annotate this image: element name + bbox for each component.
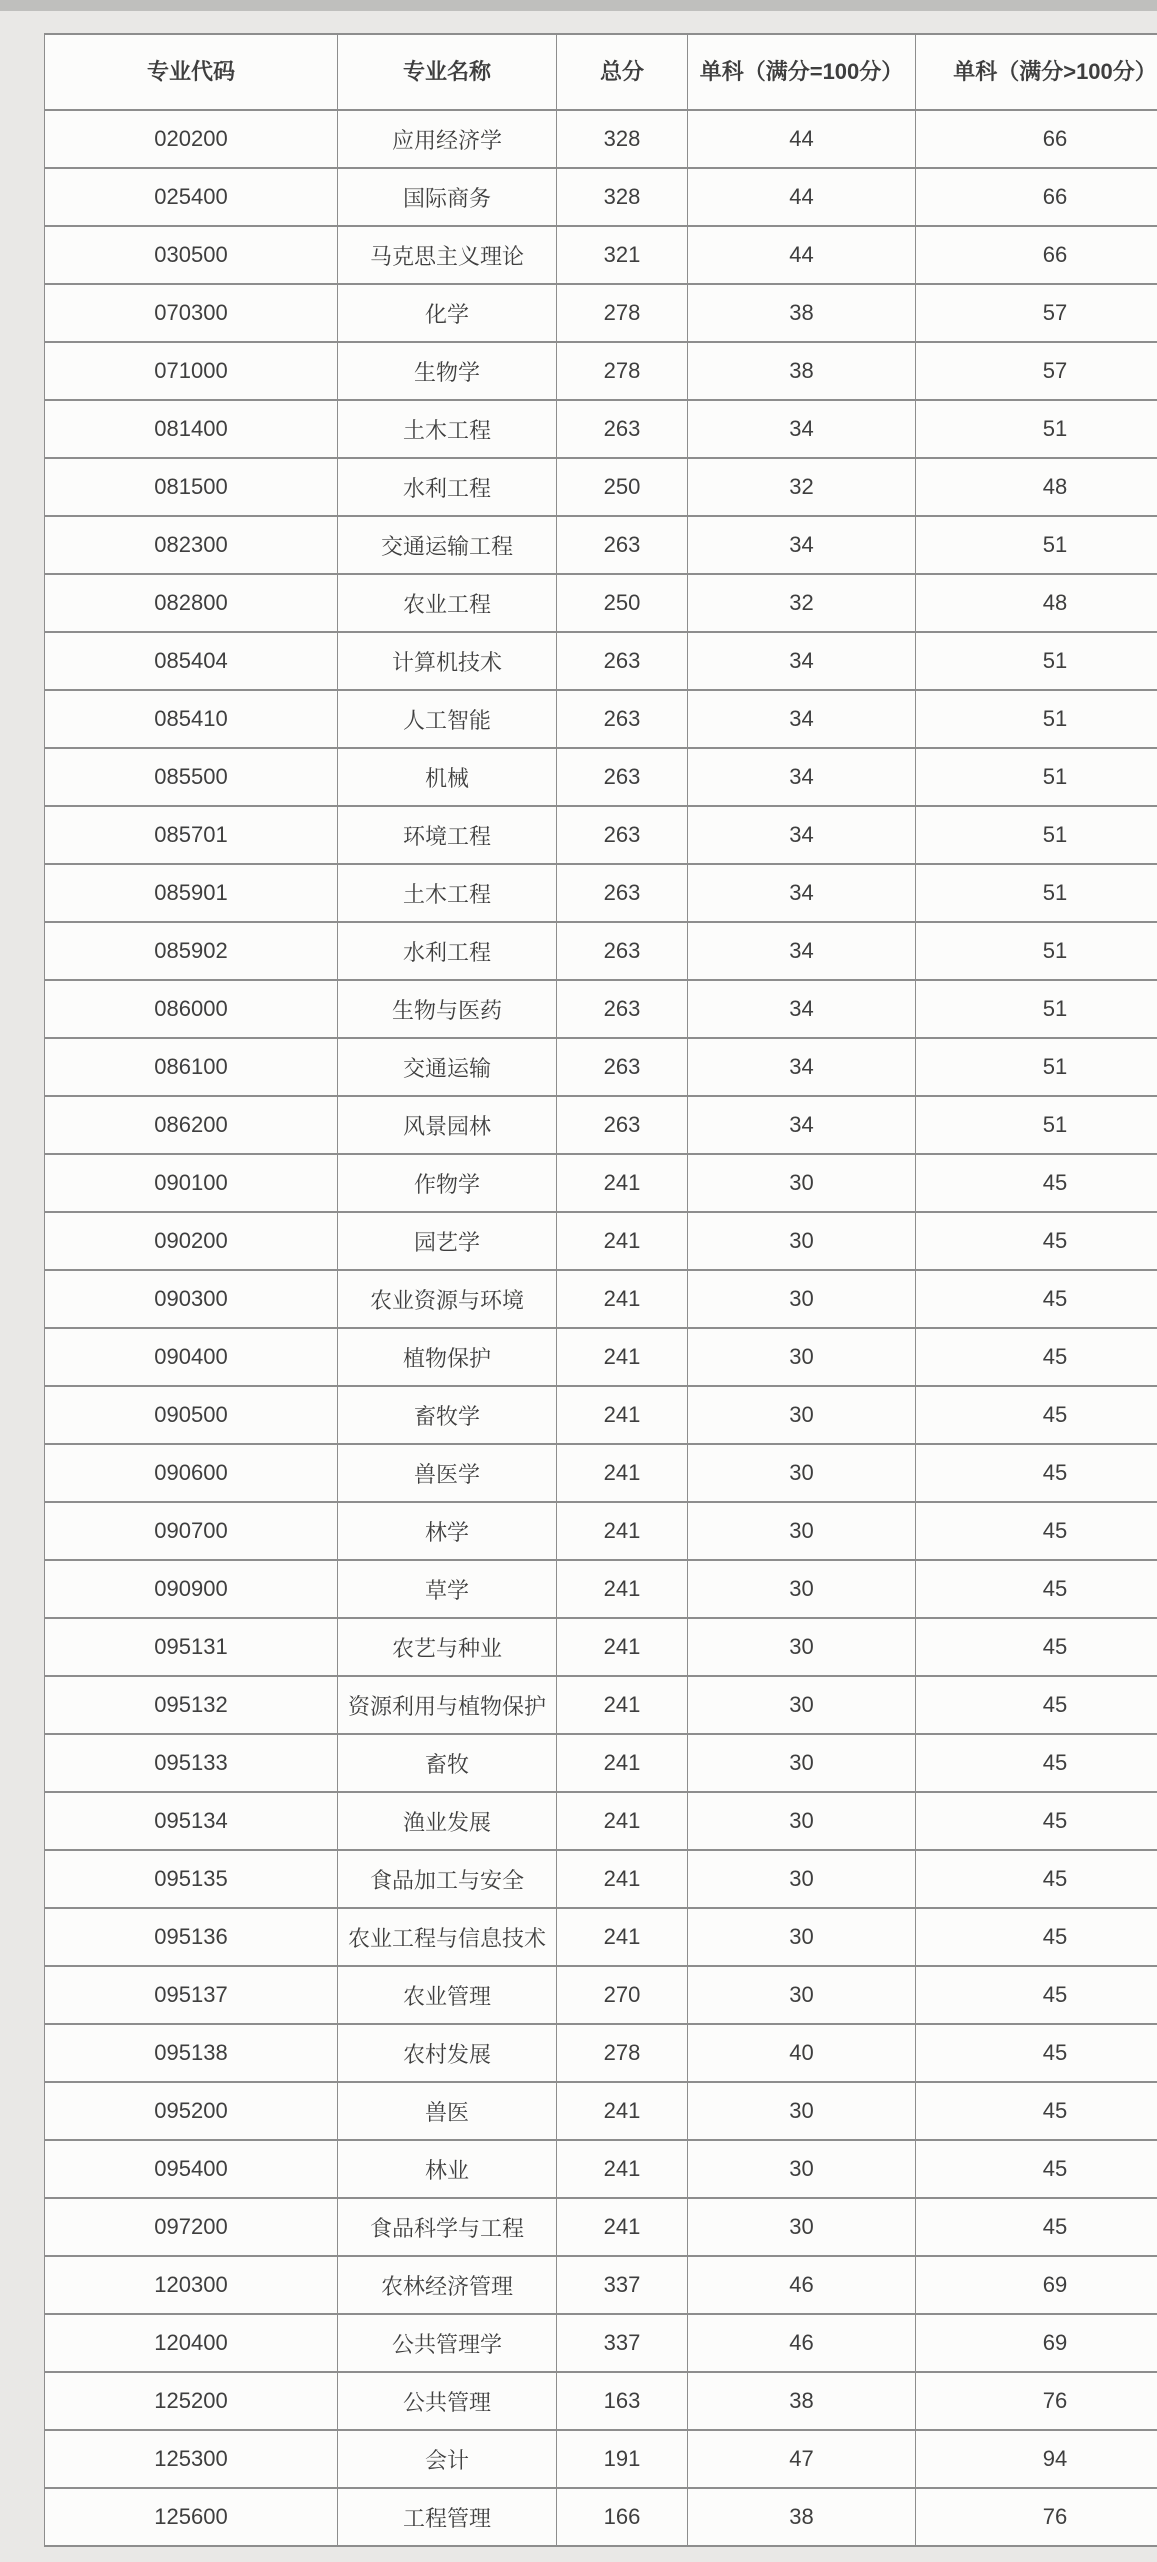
table-cell-subOver100: 45: [916, 1850, 1157, 1908]
table-cell-name: 马克思主义理论: [338, 226, 557, 284]
table-row: [45, 748, 1157, 806]
table-cell-sub100: 44: [688, 168, 916, 226]
table-cell-subOver100: 45: [916, 2082, 1157, 2140]
table-cell-subOver100: 45: [916, 1444, 1157, 1502]
table-cell-sub100: 34: [688, 516, 916, 574]
table-cell-code: 086100: [45, 1038, 338, 1096]
table-cell-subOver100: 57: [916, 284, 1157, 342]
table-row: [45, 2488, 1157, 2546]
table-cell-name: 林学: [338, 1502, 557, 1560]
table-row: [45, 2430, 1157, 2488]
table-cell-code: 090100: [45, 1154, 338, 1212]
table-cell-total: 278: [557, 342, 688, 400]
table-cell-sub100: 30: [688, 1676, 916, 1734]
table-cell-sub100: 47: [688, 2430, 916, 2488]
table-row: [45, 2082, 1157, 2140]
table-cell-code: 082800: [45, 574, 338, 632]
table-cell-code: 070300: [45, 284, 338, 342]
table-cell-code: 125600: [45, 2488, 338, 2546]
table-cell-total: 241: [557, 1270, 688, 1328]
table-cell-subOver100: 45: [916, 1270, 1157, 1328]
table-cell-total: 263: [557, 748, 688, 806]
table-cell-total: 263: [557, 1096, 688, 1154]
table-row: [45, 864, 1157, 922]
table-row: [45, 2372, 1157, 2430]
table-cell-code: 125300: [45, 2430, 338, 2488]
table-cell-name: 土木工程: [338, 400, 557, 458]
table-cell-sub100: 30: [688, 1850, 916, 1908]
table-row: [45, 1618, 1157, 1676]
table-cell-total: 321: [557, 226, 688, 284]
table-row: [45, 1270, 1157, 1328]
table-cell-code: 097200: [45, 2198, 338, 2256]
table-cell-total: 241: [557, 1850, 688, 1908]
table-cell-code: 082300: [45, 516, 338, 574]
table-cell-sub100: 40: [688, 2024, 916, 2082]
table-cell-total: 166: [557, 2488, 688, 2546]
table-cell-sub100: 30: [688, 1270, 916, 1328]
table-cell-code: 090900: [45, 1560, 338, 1618]
table-cell-total: 328: [557, 110, 688, 168]
table-cell-subOver100: 69: [916, 2256, 1157, 2314]
table-cell-total: 250: [557, 458, 688, 516]
table-cell-subOver100: 51: [916, 1038, 1157, 1096]
table-cell-name: 水利工程: [338, 922, 557, 980]
table-cell-sub100: 30: [688, 1560, 916, 1618]
table-cell-subOver100: 45: [916, 1966, 1157, 2024]
table-cell-total: 191: [557, 2430, 688, 2488]
table-cell-sub100: 32: [688, 574, 916, 632]
table-cell-code: 120300: [45, 2256, 338, 2314]
table-cell-total: 263: [557, 1038, 688, 1096]
table-cell-name: 农业工程: [338, 574, 557, 632]
table-cell-sub100: 38: [688, 342, 916, 400]
table-row: [45, 574, 1157, 632]
table-cell-sub100: 30: [688, 1908, 916, 1966]
table-row: [45, 284, 1157, 342]
table-cell-name: 交通运输工程: [338, 516, 557, 574]
table-cell-name: 植物保护: [338, 1328, 557, 1386]
table-cell-name: 农村发展: [338, 2024, 557, 2082]
table-cell-code: 025400: [45, 168, 338, 226]
table-cell-code: 090300: [45, 1270, 338, 1328]
table-cell-total: 263: [557, 922, 688, 980]
table-cell-code: 085902: [45, 922, 338, 980]
table-cell-name: 人工智能: [338, 690, 557, 748]
table-cell-sub100: 30: [688, 1154, 916, 1212]
table-cell-name: 农业管理: [338, 1966, 557, 2024]
table-cell-sub100: 30: [688, 1444, 916, 1502]
table-cell-total: 278: [557, 284, 688, 342]
column-header-sub100: 单科（满分=100分）: [688, 34, 916, 110]
table-cell-subOver100: 45: [916, 1734, 1157, 1792]
table-cell-subOver100: 51: [916, 980, 1157, 1038]
table-cell-name: 兽医学: [338, 1444, 557, 1502]
table-cell-total: 328: [557, 168, 688, 226]
table-row: [45, 922, 1157, 980]
table-cell-code: 090700: [45, 1502, 338, 1560]
table-cell-subOver100: 45: [916, 2198, 1157, 2256]
table-cell-total: 241: [557, 1792, 688, 1850]
table-cell-code: 085410: [45, 690, 338, 748]
table-cell-subOver100: 45: [916, 1502, 1157, 1560]
table-cell-name: 农业工程与信息技术: [338, 1908, 557, 1966]
table-cell-code: 090200: [45, 1212, 338, 1270]
table-cell-code: 020200: [45, 110, 338, 168]
table-row: [45, 400, 1157, 458]
table-cell-sub100: 44: [688, 226, 916, 284]
table-row: [45, 632, 1157, 690]
table-cell-total: 263: [557, 632, 688, 690]
table-cell-subOver100: 66: [916, 110, 1157, 168]
table-cell-total: 241: [557, 2198, 688, 2256]
table-cell-name: 水利工程: [338, 458, 557, 516]
table-cell-total: 337: [557, 2314, 688, 2372]
table-header-row: [45, 34, 1157, 110]
table-cell-subOver100: 76: [916, 2488, 1157, 2546]
table-row: [45, 1734, 1157, 1792]
table-cell-code: 095200: [45, 2082, 338, 2140]
table-row: [45, 1386, 1157, 1444]
table-cell-name: 工程管理: [338, 2488, 557, 2546]
table-cell-name: 会计: [338, 2430, 557, 2488]
table-row: [45, 2140, 1157, 2198]
table-cell-name: 作物学: [338, 1154, 557, 1212]
table-cell-total: 241: [557, 1328, 688, 1386]
table-cell-code: 086200: [45, 1096, 338, 1154]
table-cell-total: 337: [557, 2256, 688, 2314]
table-cell-code: 081500: [45, 458, 338, 516]
table-cell-code: 085701: [45, 806, 338, 864]
table-cell-code: 090500: [45, 1386, 338, 1444]
table-cell-subOver100: 45: [916, 1328, 1157, 1386]
table-cell-name: 环境工程: [338, 806, 557, 864]
table-cell-name: 公共管理学: [338, 2314, 557, 2372]
table-row: [45, 980, 1157, 1038]
table-cell-subOver100: 69: [916, 2314, 1157, 2372]
table-row: [45, 1908, 1157, 1966]
table-cell-name: 畜牧学: [338, 1386, 557, 1444]
table-cell-subOver100: 45: [916, 1908, 1157, 1966]
table-cell-sub100: 30: [688, 1618, 916, 1676]
column-header-subOver100: 单科（满分>100分）: [916, 34, 1157, 110]
table-cell-subOver100: 48: [916, 458, 1157, 516]
table-row: [45, 1212, 1157, 1270]
table-cell-total: 263: [557, 516, 688, 574]
table-cell-name: 国际商务: [338, 168, 557, 226]
table-cell-subOver100: 45: [916, 1212, 1157, 1270]
table-cell-name: 林业: [338, 2140, 557, 2198]
table-cell-subOver100: 51: [916, 748, 1157, 806]
table-cell-name: 交通运输: [338, 1038, 557, 1096]
table-row: [45, 168, 1157, 226]
table-cell-name: 公共管理: [338, 2372, 557, 2430]
table-cell-name: 计算机技术: [338, 632, 557, 690]
table-cell-name: 食品科学与工程: [338, 2198, 557, 2256]
table-row: [45, 806, 1157, 864]
table-row: [45, 1328, 1157, 1386]
table-row: [45, 1560, 1157, 1618]
table-cell-subOver100: 66: [916, 226, 1157, 284]
table-cell-total: 163: [557, 2372, 688, 2430]
table-cell-name: 风景园林: [338, 1096, 557, 1154]
table-cell-name: 渔业发展: [338, 1792, 557, 1850]
table-cell-total: 263: [557, 864, 688, 922]
table-cell-sub100: 30: [688, 2140, 916, 2198]
table-cell-code: 030500: [45, 226, 338, 284]
table-cell-sub100: 30: [688, 1212, 916, 1270]
table-cell-sub100: 30: [688, 1328, 916, 1386]
table-row: [45, 1676, 1157, 1734]
score-table: [44, 33, 1157, 2547]
table-row: [45, 516, 1157, 574]
table-cell-sub100: 30: [688, 1734, 916, 1792]
table-cell-total: 241: [557, 1502, 688, 1560]
table-row: [45, 1792, 1157, 1850]
table-cell-total: 263: [557, 806, 688, 864]
table-cell-subOver100: 45: [916, 1792, 1157, 1850]
table-cell-total: 241: [557, 2140, 688, 2198]
table-cell-sub100: 34: [688, 806, 916, 864]
photo-top-strip: [0, 0, 1157, 11]
table-cell-total: 263: [557, 400, 688, 458]
table-cell-subOver100: 45: [916, 1386, 1157, 1444]
table-row: [45, 690, 1157, 748]
table-cell-sub100: 30: [688, 2198, 916, 2256]
table-row: [45, 2314, 1157, 2372]
table-cell-name: 草学: [338, 1560, 557, 1618]
table-cell-subOver100: 66: [916, 168, 1157, 226]
table-cell-sub100: 34: [688, 980, 916, 1038]
table-cell-code: 090400: [45, 1328, 338, 1386]
table-cell-sub100: 46: [688, 2314, 916, 2372]
table-cell-code: 086000: [45, 980, 338, 1038]
table-cell-subOver100: 45: [916, 1154, 1157, 1212]
table-cell-total: 270: [557, 1966, 688, 2024]
table-cell-subOver100: 51: [916, 516, 1157, 574]
table-cell-code: 095138: [45, 2024, 338, 2082]
table-cell-name: 农业资源与环境: [338, 1270, 557, 1328]
table-row: [45, 2256, 1157, 2314]
table-row: [45, 342, 1157, 400]
table-cell-subOver100: 51: [916, 922, 1157, 980]
table-row: [45, 110, 1157, 168]
column-header-name: 专业名称: [338, 34, 557, 110]
table-cell-total: 241: [557, 1444, 688, 1502]
table-cell-sub100: 30: [688, 1502, 916, 1560]
table-cell-total: 263: [557, 980, 688, 1038]
table-row: [45, 1502, 1157, 1560]
table-cell-sub100: 34: [688, 748, 916, 806]
table-cell-sub100: 30: [688, 2082, 916, 2140]
table-cell-total: 241: [557, 1908, 688, 1966]
table-row: [45, 1096, 1157, 1154]
table-cell-subOver100: 45: [916, 1676, 1157, 1734]
table-cell-sub100: 38: [688, 2372, 916, 2430]
table-cell-sub100: 34: [688, 922, 916, 980]
table-cell-sub100: 30: [688, 1966, 916, 2024]
table-cell-subOver100: 45: [916, 1618, 1157, 1676]
table-cell-code: 095131: [45, 1618, 338, 1676]
table-cell-total: 241: [557, 1386, 688, 1444]
table-cell-name: 农林经济管理: [338, 2256, 557, 2314]
table-cell-sub100: 34: [688, 400, 916, 458]
table-cell-subOver100: 51: [916, 400, 1157, 458]
column-header-code: 专业代码: [45, 34, 338, 110]
table-row: [45, 1850, 1157, 1908]
table-cell-subOver100: 57: [916, 342, 1157, 400]
table-row: [45, 2024, 1157, 2082]
table-cell-sub100: 34: [688, 690, 916, 748]
table-cell-total: 241: [557, 1212, 688, 1270]
table-row: [45, 1444, 1157, 1502]
table-cell-name: 土木工程: [338, 864, 557, 922]
table-cell-code: 120400: [45, 2314, 338, 2372]
table-cell-code: 095134: [45, 1792, 338, 1850]
table-cell-name: 园艺学: [338, 1212, 557, 1270]
table-cell-sub100: 34: [688, 1096, 916, 1154]
table-cell-total: 241: [557, 1154, 688, 1212]
table-cell-subOver100: 48: [916, 574, 1157, 632]
table-cell-code: 095136: [45, 1908, 338, 1966]
table-cell-name: 生物学: [338, 342, 557, 400]
table-cell-sub100: 30: [688, 1386, 916, 1444]
table-cell-name: 畜牧: [338, 1734, 557, 1792]
table-row: [45, 226, 1157, 284]
table-cell-code: 095132: [45, 1676, 338, 1734]
table-cell-total: 250: [557, 574, 688, 632]
table-cell-sub100: 44: [688, 110, 916, 168]
table-cell-sub100: 38: [688, 284, 916, 342]
table-cell-total: 278: [557, 2024, 688, 2082]
table-cell-total: 241: [557, 1560, 688, 1618]
table-cell-sub100: 46: [688, 2256, 916, 2314]
table-cell-sub100: 34: [688, 864, 916, 922]
table-cell-code: 085404: [45, 632, 338, 690]
table-cell-subOver100: 45: [916, 2024, 1157, 2082]
table-row: [45, 2198, 1157, 2256]
table-cell-total: 241: [557, 2082, 688, 2140]
table-cell-name: 农艺与种业: [338, 1618, 557, 1676]
table-cell-code: 095135: [45, 1850, 338, 1908]
table-cell-name: 食品加工与安全: [338, 1850, 557, 1908]
table-row: [45, 1154, 1157, 1212]
table-cell-code: 085500: [45, 748, 338, 806]
table-row: [45, 1038, 1157, 1096]
table-cell-name: 生物与医药: [338, 980, 557, 1038]
table-cell-total: 241: [557, 1734, 688, 1792]
table-cell-sub100: 38: [688, 2488, 916, 2546]
table-cell-subOver100: 45: [916, 2140, 1157, 2198]
table-cell-code: 095133: [45, 1734, 338, 1792]
table-cell-total: 263: [557, 690, 688, 748]
table-cell-name: 应用经济学: [338, 110, 557, 168]
table-cell-sub100: 30: [688, 1792, 916, 1850]
column-header-total: 总分: [557, 34, 688, 110]
table-cell-subOver100: 51: [916, 690, 1157, 748]
table-cell-subOver100: 51: [916, 1096, 1157, 1154]
table-cell-code: 085901: [45, 864, 338, 922]
table-cell-code: 071000: [45, 342, 338, 400]
table-row: [45, 458, 1157, 516]
table-cell-name: 兽医: [338, 2082, 557, 2140]
table-cell-subOver100: 45: [916, 1560, 1157, 1618]
table-cell-code: 090600: [45, 1444, 338, 1502]
table-cell-sub100: 34: [688, 1038, 916, 1096]
table-row: [45, 1966, 1157, 2024]
table-cell-name: 机械: [338, 748, 557, 806]
table-cell-total: 241: [557, 1676, 688, 1734]
table-cell-sub100: 32: [688, 458, 916, 516]
table-cell-code: 095400: [45, 2140, 338, 2198]
table-cell-name: 化学: [338, 284, 557, 342]
table-cell-code: 095137: [45, 1966, 338, 2024]
table-cell-total: 241: [557, 1618, 688, 1676]
table-cell-code: 081400: [45, 400, 338, 458]
table-cell-subOver100: 51: [916, 864, 1157, 922]
table-cell-name: 资源利用与植物保护: [338, 1676, 557, 1734]
table-cell-subOver100: 51: [916, 806, 1157, 864]
table-cell-subOver100: 94: [916, 2430, 1157, 2488]
table-cell-code: 125200: [45, 2372, 338, 2430]
table-cell-subOver100: 76: [916, 2372, 1157, 2430]
table-cell-subOver100: 51: [916, 632, 1157, 690]
table-cell-sub100: 34: [688, 632, 916, 690]
